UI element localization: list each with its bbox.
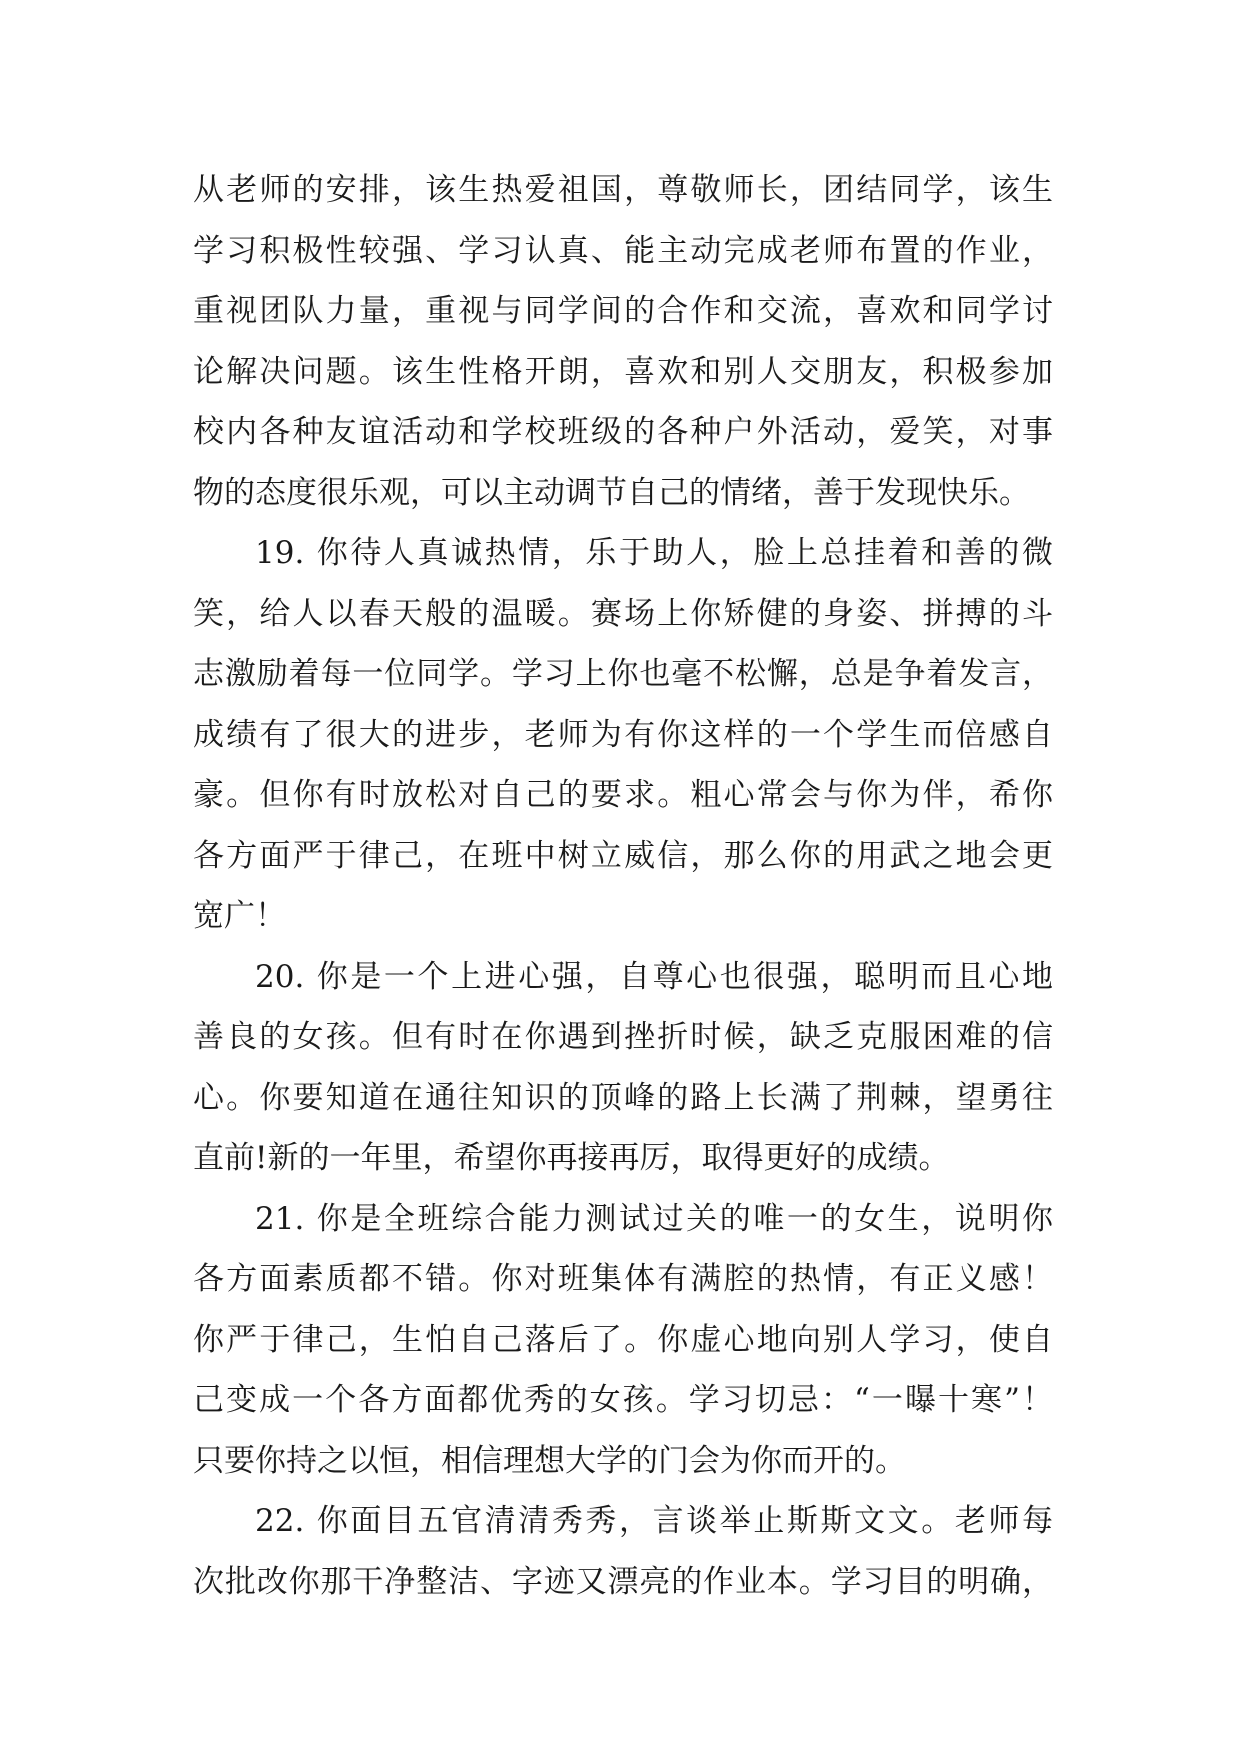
text-line: 次批改你那干净整洁、字迹又漂亮的作业本。学习目的明确， (193, 1563, 1053, 1600)
text-line: 心。你要知道在通往知识的顶峰的路上长满了荆棘，望勇往 (193, 1079, 1053, 1116)
text-line: 各方面严于律己，在班中树立威信，那么你的用武之地会更 (193, 837, 1053, 874)
text-line: 只要你持之以恒，相信理想大学的门会为你而开的。 (193, 1442, 906, 1479)
text-line: 19. 你待人真诚热情，乐于助人，脸上总挂着和善的微 (255, 535, 1053, 571)
text-line: 从老师的安排，该生热爱祖国，尊敬师长，团结同学，该生 (193, 172, 1053, 208)
document-body (193, 160, 1053, 1612)
text-line: 物的态度很乐观，可以主动调节自己的情绪，善于发现快乐。 (193, 474, 1030, 511)
text-line: 学习积极性较强、学习认真、能主动完成老师布置的作业， (193, 232, 1053, 269)
text-line: 成绩有了很大的进步，老师为有你这样的一个学生而倍感自 (193, 716, 1053, 753)
text-line: 笑，给人以春天般的温暖。赛场上你矫健的身姿、拼搏的斗 (193, 595, 1053, 632)
text-line: 己变成一个各方面都优秀的女孩。学习切忌：“一曝十寒”！ (193, 1382, 1053, 1418)
text-line: 宽广！ (193, 898, 286, 934)
text-line: 善良的女孩。但有时在你遇到挫折时候，缺乏克服困难的信 (193, 1019, 1053, 1055)
text-line: 你严于律己，生怕自己落后了。你虚心地向别人学习，使自 (193, 1321, 1053, 1358)
text-line: 20. 你是一个上进心强，自尊心也很强，聪明而且心地 (255, 958, 1053, 995)
text-line: 各方面素质都不错。你对班集体有满腔的热情，有正义感！ (193, 1261, 1053, 1297)
text-line: 校内各种友谊活动和学校班级的各种户外活动，爱笑，对事 (193, 414, 1053, 450)
text-line: 21. 你是全班综合能力测试过关的唯一的女生，说明你 (255, 1200, 1053, 1237)
text-line: 豪。但你有时放松对自己的要求。粗心常会与你为伴，希你 (193, 777, 1053, 813)
text-line: 重视团队力量，重视与同学间的合作和交流，喜欢和同学讨 (193, 293, 1053, 329)
text-line: 志激励着每一位同学。学习上你也毫不松懈，总是争着发言， (193, 656, 1053, 692)
text-line: 直前!新的一年里，希望你再接再厉，取得更好的成绩。 (193, 1140, 950, 1176)
text-line: 论解决问题。该生性格开朗，喜欢和别人交朋友，积极参加 (193, 353, 1053, 390)
text-line: 22. 你面目五官清清秀秀，言谈举止斯斯文文。老师每 (255, 1503, 1053, 1539)
